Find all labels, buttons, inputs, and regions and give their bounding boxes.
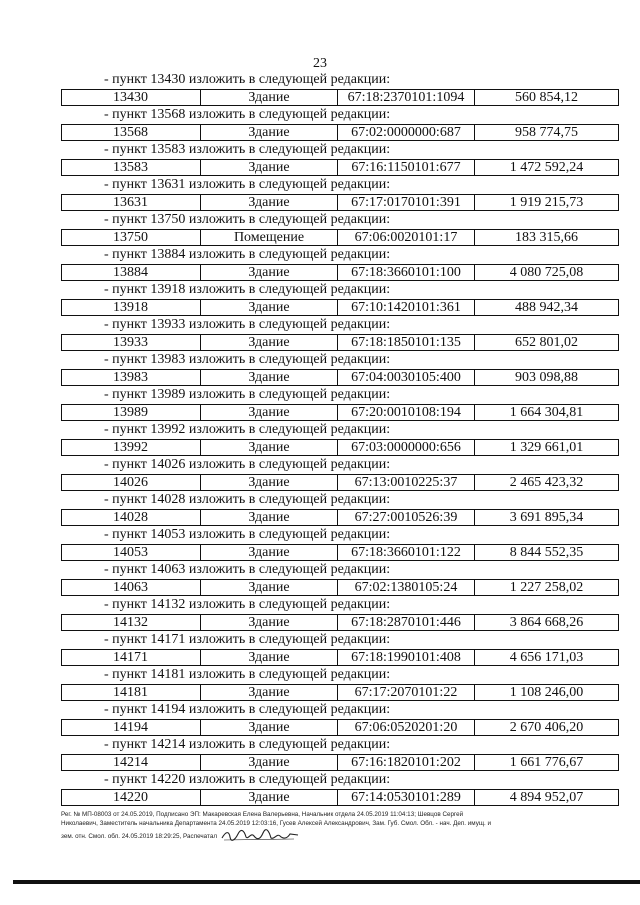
cadastral-number-cell: 67:17:0170101:391 bbox=[338, 195, 475, 211]
footer-line-1: Рег. № МП-08003 от 24.05.2019, Подписано ЭП: Макаревская Елена Валерьевна, Начальник отдела 24.05.2019 11:04:13; Шевцов Сергей bbox=[61, 811, 464, 818]
table-row bbox=[61, 264, 619, 282]
cadastral-value-cell: 903 098,88 bbox=[515, 369, 578, 385]
table-row bbox=[61, 404, 619, 422]
cadastral-value-cell: 2 465 423,32 bbox=[509, 474, 584, 490]
item-number-cell: 13568 bbox=[62, 125, 201, 141]
cadastral-value-cell: 183 315,66 bbox=[515, 229, 578, 245]
object-type-cell: Здание bbox=[201, 685, 338, 701]
item-number-cell: 13884 bbox=[62, 265, 201, 281]
table-row bbox=[61, 89, 619, 107]
item-number-cell: 14028 bbox=[62, 510, 201, 526]
table-row bbox=[61, 194, 619, 212]
entry-intro: - пункт 13918 изложить в следующей редакции: bbox=[104, 282, 391, 297]
cadastral-value-cell: 958 774,75 bbox=[515, 124, 578, 140]
cadastral-value-cell: 1 664 304,81 bbox=[509, 404, 584, 420]
cadastral-value-cell: 3 691 895,34 bbox=[509, 509, 584, 525]
signature-icon bbox=[220, 828, 300, 842]
table-row bbox=[61, 159, 619, 177]
item-number-cell: 14171 bbox=[62, 650, 201, 666]
item-number-cell: 13992 bbox=[62, 440, 201, 456]
cadastral-number-cell: 67:18:1850101:135 bbox=[338, 335, 475, 351]
table-row bbox=[61, 369, 619, 387]
entry-intro: - пункт 14194 изложить в следующей редакции: bbox=[104, 702, 391, 717]
cadastral-value-cell: 488 942,34 bbox=[515, 299, 578, 315]
item-number-cell: 13750 bbox=[62, 230, 201, 246]
cadastral-value-cell: 1 108 246,00 bbox=[509, 684, 584, 700]
footer-line-2: Николаевич, Заместитель начальника Департамента 24.05.2019 12:03:16, Гусев Алексей Александрович, Зам. Губ. Смол. Обл. - нач. Деп. имущ. и bbox=[61, 819, 492, 827]
entry-intro: - пункт 13583 изложить в следующей редакции: bbox=[104, 142, 391, 157]
entry-intro: - пункт 13884 изложить в следующей редакции: bbox=[104, 247, 391, 262]
entry-intro: - пункт 14181 изложить в следующей редакции: bbox=[104, 667, 391, 682]
object-type-cell: Здание bbox=[201, 300, 338, 316]
table-row bbox=[61, 299, 619, 317]
entry-intro: - пункт 13989 изложить в следующей редакции: bbox=[104, 387, 391, 402]
amendment-list bbox=[61, 71, 619, 806]
table-row bbox=[61, 614, 619, 632]
cadastral-number-cell: 67:17:2070101:22 bbox=[338, 685, 475, 701]
cadastral-value-cell: 4 894 952,07 bbox=[509, 789, 584, 805]
cadastral-number-cell: 67:18:1990101:408 bbox=[338, 650, 475, 666]
item-number-cell: 13918 bbox=[62, 300, 201, 316]
scan-edge-bar bbox=[13, 880, 640, 884]
item-number-cell: 13583 bbox=[62, 160, 201, 176]
cadastral-number-cell: 67:04:0030105:400 bbox=[338, 370, 475, 386]
cadastral-value-cell: 560 854,12 bbox=[515, 89, 578, 105]
footer-line-3-text: зем. отн. Смол. обл. 24.05.2019 18:29:25, Распечатал bbox=[61, 833, 218, 841]
object-type-cell: Здание bbox=[201, 510, 338, 526]
entry-intro: - пункт 14132 изложить в следующей редакции: bbox=[104, 597, 391, 612]
item-number-cell: 13989 bbox=[62, 405, 201, 421]
object-type-cell: Здание bbox=[201, 755, 338, 771]
entry-intro: - пункт 13568 изложить в следующей редакции: bbox=[104, 107, 391, 122]
cadastral-value-cell: 1 472 592,24 bbox=[509, 159, 584, 175]
cadastral-value-cell: 1 227 258,02 bbox=[509, 579, 584, 595]
cadastral-number-cell: 67:18:3660101:122 bbox=[338, 545, 475, 561]
cadastral-number-cell: 67:18:2870101:446 bbox=[338, 615, 475, 631]
object-type-cell: Здание bbox=[201, 370, 338, 386]
table-row bbox=[61, 684, 619, 702]
item-number-cell: 13631 bbox=[62, 195, 201, 211]
cadastral-number-cell: 67:02:1380105:24 bbox=[338, 580, 475, 596]
table-row bbox=[61, 544, 619, 562]
entry-intro: - пункт 14171 изложить в следующей редакции: bbox=[104, 632, 391, 647]
object-type-cell: Здание bbox=[201, 475, 338, 491]
cadastral-number-cell: 67:10:1420101:361 bbox=[338, 300, 475, 316]
cadastral-number-cell: 67:20:0010108:194 bbox=[338, 405, 475, 421]
table-row bbox=[61, 229, 619, 247]
entry-intro: - пункт 14026 изложить в следующей редакции: bbox=[104, 457, 391, 472]
table-row bbox=[61, 649, 619, 667]
item-number-cell: 14220 bbox=[62, 790, 201, 806]
table-row bbox=[61, 789, 619, 807]
table-row bbox=[61, 124, 619, 142]
cadastral-value-cell: 1 661 776,67 bbox=[509, 754, 584, 770]
entry-intro: - пункт 14053 изложить в следующей редакции: bbox=[104, 527, 391, 542]
entry-intro: - пункт 13983 изложить в следующей редакции: bbox=[104, 352, 391, 367]
page-number: 23 bbox=[313, 56, 327, 71]
cadastral-number-cell: 67:03:0000000:656 bbox=[338, 440, 475, 456]
item-number-cell: 13430 bbox=[62, 90, 201, 106]
entry-intro: - пункт 13992 изложить в следующей редакции: bbox=[104, 422, 391, 437]
object-type-cell: Здание bbox=[201, 125, 338, 141]
entry-intro: - пункт 14220 изложить в следующей редакции: bbox=[104, 772, 391, 787]
object-type-cell: Здание bbox=[201, 160, 338, 176]
item-number-cell: 13933 bbox=[62, 335, 201, 351]
item-number-cell: 14214 bbox=[62, 755, 201, 771]
cadastral-number-cell: 67:16:1820101:202 bbox=[338, 755, 475, 771]
object-type-cell: Здание bbox=[201, 195, 338, 211]
item-number-cell: 14063 bbox=[62, 580, 201, 596]
entry-intro: - пункт 13631 изложить в следующей редакции: bbox=[104, 177, 391, 192]
cadastral-value-cell: 8 844 552,35 bbox=[509, 544, 584, 560]
object-type-cell: Здание bbox=[201, 405, 338, 421]
object-type-cell: Здание bbox=[201, 615, 338, 631]
table-row bbox=[61, 719, 619, 737]
item-number-cell: 14194 bbox=[62, 720, 201, 736]
table-row bbox=[61, 754, 619, 772]
object-type-cell: Здание bbox=[201, 545, 338, 561]
cadastral-number-cell: 67:18:2370101:1094 bbox=[338, 90, 475, 106]
item-number-cell: 14132 bbox=[62, 615, 201, 631]
table-row bbox=[61, 509, 619, 527]
entry-intro: - пункт 13430 изложить в следующей редакции: bbox=[104, 72, 391, 87]
item-number-cell: 14026 bbox=[62, 475, 201, 491]
cadastral-number-cell: 67:27:0010526:39 bbox=[338, 510, 475, 526]
entry-intro: - пункт 13750 изложить в следующей редакции: bbox=[104, 212, 391, 227]
table-row bbox=[61, 474, 619, 492]
cadastral-number-cell: 67:06:0520201:20 bbox=[338, 720, 475, 736]
object-type-cell: Здание bbox=[201, 720, 338, 736]
cadastral-number-cell: 67:18:3660101:100 bbox=[338, 265, 475, 281]
cadastral-number-cell: 67:06:0020101:17 bbox=[338, 230, 475, 246]
cadastral-number-cell: 67:13:0010225:37 bbox=[338, 475, 475, 491]
entry-intro: - пункт 14063 изложить в следующей редакции: bbox=[104, 562, 391, 577]
object-type-cell: Здание bbox=[201, 335, 338, 351]
table-row bbox=[61, 579, 619, 597]
item-number-cell: 13983 bbox=[62, 370, 201, 386]
footer-line-3 bbox=[61, 828, 621, 842]
object-type-cell: Здание bbox=[201, 90, 338, 106]
entry-intro: - пункт 13933 изложить в следующей редакции: bbox=[104, 317, 391, 332]
object-type-cell: Здание bbox=[201, 580, 338, 596]
table-row bbox=[61, 439, 619, 457]
cadastral-number-cell: 67:14:0530101:289 bbox=[338, 790, 475, 806]
object-type-cell: Здание bbox=[201, 650, 338, 666]
cadastral-number-cell: 67:16:1150101:677 bbox=[338, 160, 475, 176]
cadastral-value-cell: 4 656 171,03 bbox=[509, 649, 584, 665]
cadastral-value-cell: 3 864 668,26 bbox=[509, 614, 584, 630]
cadastral-value-cell: 652 801,02 bbox=[515, 334, 578, 350]
object-type-cell: Здание bbox=[201, 440, 338, 456]
cadastral-value-cell: 1 919 215,73 bbox=[509, 194, 584, 210]
cadastral-number-cell: 67:02:0000000:687 bbox=[338, 125, 475, 141]
cadastral-value-cell: 4 080 725,08 bbox=[509, 264, 584, 280]
entry-intro: - пункт 14028 изложить в следующей редакции: bbox=[104, 492, 391, 507]
item-number-cell: 14053 bbox=[62, 545, 201, 561]
object-type-cell: Здание bbox=[201, 265, 338, 281]
object-type-cell: Здание bbox=[201, 790, 338, 806]
cadastral-value-cell: 1 329 661,01 bbox=[509, 439, 584, 455]
object-type-cell: Помещение bbox=[201, 230, 338, 246]
item-number-cell: 14181 bbox=[62, 685, 201, 701]
table-row bbox=[61, 334, 619, 352]
signature-footer bbox=[61, 811, 621, 842]
entry-intro: - пункт 14214 изложить в следующей редакции: bbox=[104, 737, 391, 752]
cadastral-value-cell: 2 670 406,20 bbox=[509, 719, 584, 735]
